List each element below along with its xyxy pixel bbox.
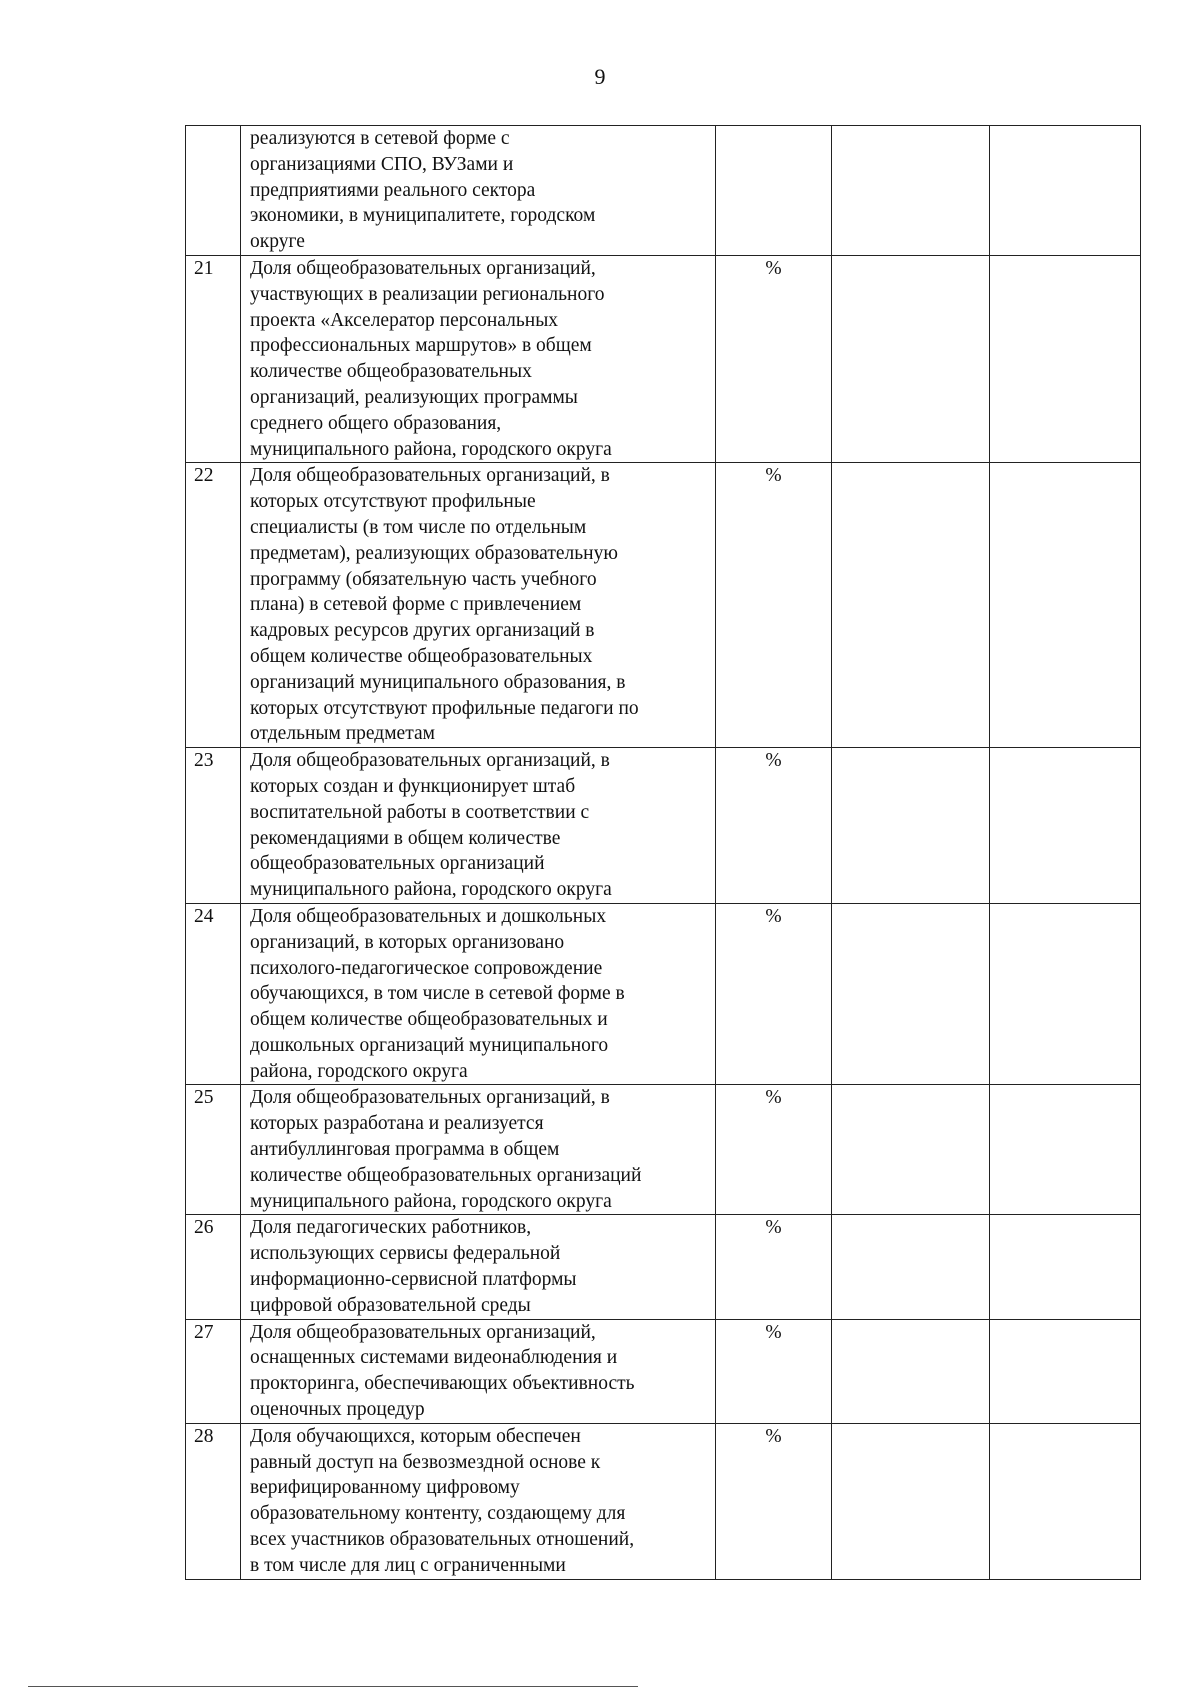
indicator-text-line: района, городского округа: [250, 1060, 468, 1082]
value-cell-empty: [990, 1085, 1141, 1215]
row-number-cell: 28: [186, 1423, 241, 1579]
value-cell-empty: [990, 1319, 1141, 1423]
indicator-text-line: Доля общеобразовательных организаций, в: [250, 1087, 610, 1109]
indicator-text-line: плана) в сетевой форме с привлечением: [250, 594, 582, 616]
indicator-text-line: реализуются в сетевой форме с: [250, 128, 510, 149]
indicator-text-line: цифровой образовательной среды: [250, 1294, 531, 1316]
value-cell-empty: [990, 255, 1141, 462]
unit-cell: %: [716, 1423, 832, 1579]
indicator-text-line: антибуллинговая программа в общем: [250, 1139, 560, 1161]
indicator-text-line: отдельным предметам: [250, 723, 435, 745]
indicator-text-line: Доля общеобразовательных организаций, в: [250, 465, 610, 487]
value-cell-empty: [832, 126, 990, 256]
indicator-text-line: организаций, в которых организовано: [250, 931, 565, 953]
indicator-text-line: проекта «Акселератор персональных: [250, 309, 559, 331]
value-cell-empty: [832, 255, 990, 462]
page-number: 9: [594, 64, 606, 89]
value-cell-empty: [990, 1423, 1141, 1579]
indicator-text-line: информационно-сервисной платформы: [250, 1269, 577, 1291]
indicator-text-line: образовательному контенту, создающему для: [250, 1503, 626, 1525]
indicator-text-line: Доля педагогических работников,: [250, 1217, 532, 1239]
indicator-text-line: предметам), реализующих образовательную: [250, 542, 618, 564]
indicator-text-cell: [241, 255, 716, 462]
unit-cell: [716, 126, 832, 256]
indicator-text-line: организациями СПО, ВУЗами и: [250, 153, 514, 175]
indicator-text-line: прокторинга, обеспечивающих объективность: [250, 1373, 635, 1395]
indicator-text-line: программу (обязательную часть учебного: [250, 568, 597, 590]
table-row: [186, 1423, 1141, 1579]
indicator-text-line: общем количестве общеобразовательных: [250, 645, 593, 667]
indicator-text-line: которых отсутствуют профильные: [250, 491, 536, 513]
indicator-text-line: использующих сервисы федеральной: [250, 1243, 561, 1265]
indicator-text-line: Доля общеобразовательных и дошкольных: [250, 905, 607, 927]
indicators-table: [185, 125, 1141, 1580]
indicator-text-cell: [241, 1423, 716, 1579]
unit-cell: %: [716, 1215, 832, 1319]
indicator-text-cell: [241, 126, 716, 256]
indicator-text-line: муниципального района, городского округа: [250, 1190, 612, 1212]
indicator-text-line: организаций муниципального образования, в: [250, 671, 626, 693]
value-cell-empty: [832, 1215, 990, 1319]
row-number-cell: 25: [186, 1085, 241, 1215]
indicator-text-line: муниципального района, городского округа: [250, 879, 612, 901]
value-cell-empty: [990, 748, 1141, 904]
row-number-cell: 24: [186, 903, 241, 1085]
table-row: [186, 126, 1141, 256]
value-cell-empty: [990, 463, 1141, 748]
table-row: [186, 1085, 1141, 1215]
value-cell-empty: [832, 1085, 990, 1215]
indicator-text-line: верифицированному цифровому: [250, 1477, 520, 1499]
indicator-text-line: профессиональных маршрутов» в общем: [250, 335, 592, 357]
indicator-text-cell: [241, 463, 716, 748]
indicator-text-line: округе: [250, 231, 305, 253]
indicator-text-line: специалисты (в том числе по отдельным: [250, 516, 587, 538]
indicator-text-cell: [241, 1085, 716, 1215]
indicator-text-line: оснащенных системами видеонаблюдения и: [250, 1347, 618, 1369]
indicator-text-line: организаций, реализующих программы: [250, 386, 578, 408]
unit-cell: %: [716, 255, 832, 462]
indicator-text-line: предприятиями реального сектора: [250, 179, 536, 201]
value-cell-empty: [832, 903, 990, 1085]
indicator-text-line: общеобразовательных организаций: [250, 853, 545, 875]
indicator-text-line: которых отсутствуют профильные педагоги по: [250, 697, 639, 719]
indicator-text-cell: [241, 1215, 716, 1319]
value-cell-empty: [832, 1319, 990, 1423]
value-cell-empty: [990, 1215, 1141, 1319]
table-row: [186, 748, 1141, 904]
indicator-text-line: обучающихся, в том числе в сетевой форме в: [250, 983, 625, 1005]
value-cell-empty: [832, 463, 990, 748]
unit-cell: %: [716, 903, 832, 1085]
indicator-text-line: участвующих в реализации регионального: [250, 283, 605, 305]
table-row: [186, 255, 1141, 462]
row-number-cell: 26: [186, 1215, 241, 1319]
indicator-text-line: психолого-педагогическое сопровождение: [250, 957, 603, 979]
row-number-cell: [186, 126, 241, 256]
indicator-text-line: экономики, в муниципалитете, городском: [250, 205, 596, 227]
indicator-text-line: всех участников образовательных отношений,: [250, 1529, 635, 1551]
indicator-text-line: которых разработана и реализуется: [250, 1113, 544, 1135]
indicator-text-line: рекомендациями в общем количестве: [250, 827, 561, 849]
indicator-text-line: равный доступ на безвозмездной основе к: [250, 1451, 601, 1473]
indicator-text-line: кадровых ресурсов других организаций в: [250, 620, 595, 642]
row-number-cell: 21: [186, 255, 241, 462]
indicator-text-line: муниципального района, городского округа: [250, 438, 612, 460]
indicator-text-line: Доля общеобразовательных организаций,: [250, 257, 596, 279]
value-cell-empty: [990, 903, 1141, 1085]
value-cell-empty: [832, 1423, 990, 1579]
indicator-text-line: Доля общеобразовательных организаций, в: [250, 750, 610, 772]
indicator-text-line: воспитательной работы в соответствии с: [250, 801, 590, 823]
unit-cell: %: [716, 748, 832, 904]
indicator-text-cell: [241, 748, 716, 904]
indicator-text-line: дошкольных организаций муниципального: [250, 1034, 609, 1056]
indicator-text-line: количестве общеобразовательных организаций: [250, 1164, 642, 1186]
indicator-text-line: Доля обучающихся, которым обеспечен: [250, 1425, 581, 1447]
table-row: [186, 1215, 1141, 1319]
row-number-cell: 22: [186, 463, 241, 748]
row-number-cell: 27: [186, 1319, 241, 1423]
value-cell-empty: [832, 748, 990, 904]
table-row: [186, 1319, 1141, 1423]
table-row: [186, 903, 1141, 1085]
indicator-text-line: общем количестве общеобразовательных и: [250, 1009, 608, 1031]
indicator-text-cell: [241, 1319, 716, 1423]
indicator-text-line: количестве общеобразовательных: [250, 361, 532, 383]
indicator-text-line: в том числе для лиц с ограниченными: [250, 1554, 566, 1576]
indicator-text-line: Доля общеобразовательных организаций,: [250, 1321, 596, 1343]
table-body: [186, 126, 1141, 1580]
indicator-text-line: оценочных процедур: [250, 1399, 425, 1421]
unit-cell: %: [716, 1085, 832, 1215]
indicator-text-cell: [241, 903, 716, 1085]
table-row: [186, 463, 1141, 748]
indicator-text-line: среднего общего образования,: [250, 412, 502, 434]
bottom-rule: [28, 1686, 638, 1687]
indicator-text-line: которых создан и функционирует штаб: [250, 775, 576, 797]
row-number-cell: 23: [186, 748, 241, 904]
unit-cell: %: [716, 463, 832, 748]
value-cell-empty: [990, 126, 1141, 256]
unit-cell: %: [716, 1319, 832, 1423]
